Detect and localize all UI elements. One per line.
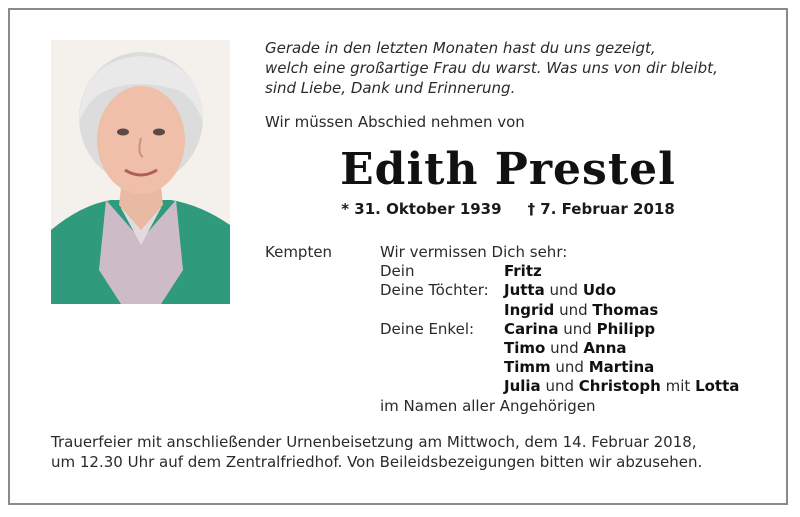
closing-text: im Namen aller Angehörigen [380, 396, 596, 415]
grandchildren-label: Deine Enkel: [380, 319, 475, 338]
family-name: Timo [504, 338, 546, 357]
daughters-label: Deine Töchter: [380, 281, 489, 300]
family-name: Lotta [695, 377, 740, 396]
connector: und [545, 377, 574, 396]
family-name: Udo [582, 281, 617, 300]
deceased-name: Edith Prestel [340, 144, 676, 195]
poem-line: welch eine großartige Frau du warst. Was uns von dir bleibt, [265, 59, 718, 77]
birth-date: * 31. Oktober 1939 [341, 200, 502, 218]
place: Kempten [265, 243, 333, 261]
family-name: Anna [583, 338, 627, 357]
family-name: Timm [504, 358, 551, 377]
poem-line: sind Liebe, Dank und Erinnerung. [265, 79, 516, 97]
poem-line: Gerade in den letzten Monaten hast du uns gezeigt, [265, 39, 656, 57]
husband-name: Fritz [504, 262, 542, 281]
funeral-info [51, 432, 771, 472]
connector: und [549, 281, 579, 300]
footer-line: Trauerfeier mit anschließender Urnenbeisetzung am Mittwoch, dem 14. Februar 2018, [51, 433, 697, 451]
death-date: † 7. Februar 2018 [527, 200, 675, 218]
dein-label: Dein [380, 262, 415, 281]
footer-line: um 12.30 Uhr auf dem Zentralfriedhof. Von Beileidsbezeigungen bitten wir abzusehen. [51, 453, 703, 471]
family-name: Ingrid [504, 300, 555, 319]
connector: und [555, 358, 584, 377]
family-name: Julia [504, 377, 541, 396]
life-dates [265, 200, 751, 218]
family-heading: Wir vermissen Dich sehr: [380, 243, 568, 261]
family-name: Philipp [596, 319, 656, 338]
family-name: Thomas [592, 300, 659, 319]
family-name: Carina [504, 319, 559, 338]
family-name: Christoph [578, 377, 661, 396]
intro-text: Wir müssen Abschied nehmen von [265, 113, 525, 131]
connector: mit [665, 377, 691, 396]
connector: und [563, 319, 592, 338]
family-name: Jutta [504, 281, 545, 300]
portrait-illustration [51, 40, 230, 304]
connector: und [550, 338, 579, 357]
connector: und [559, 300, 588, 319]
portrait-photo [51, 40, 230, 304]
family-name: Martina [588, 358, 655, 377]
poem [265, 38, 765, 98]
